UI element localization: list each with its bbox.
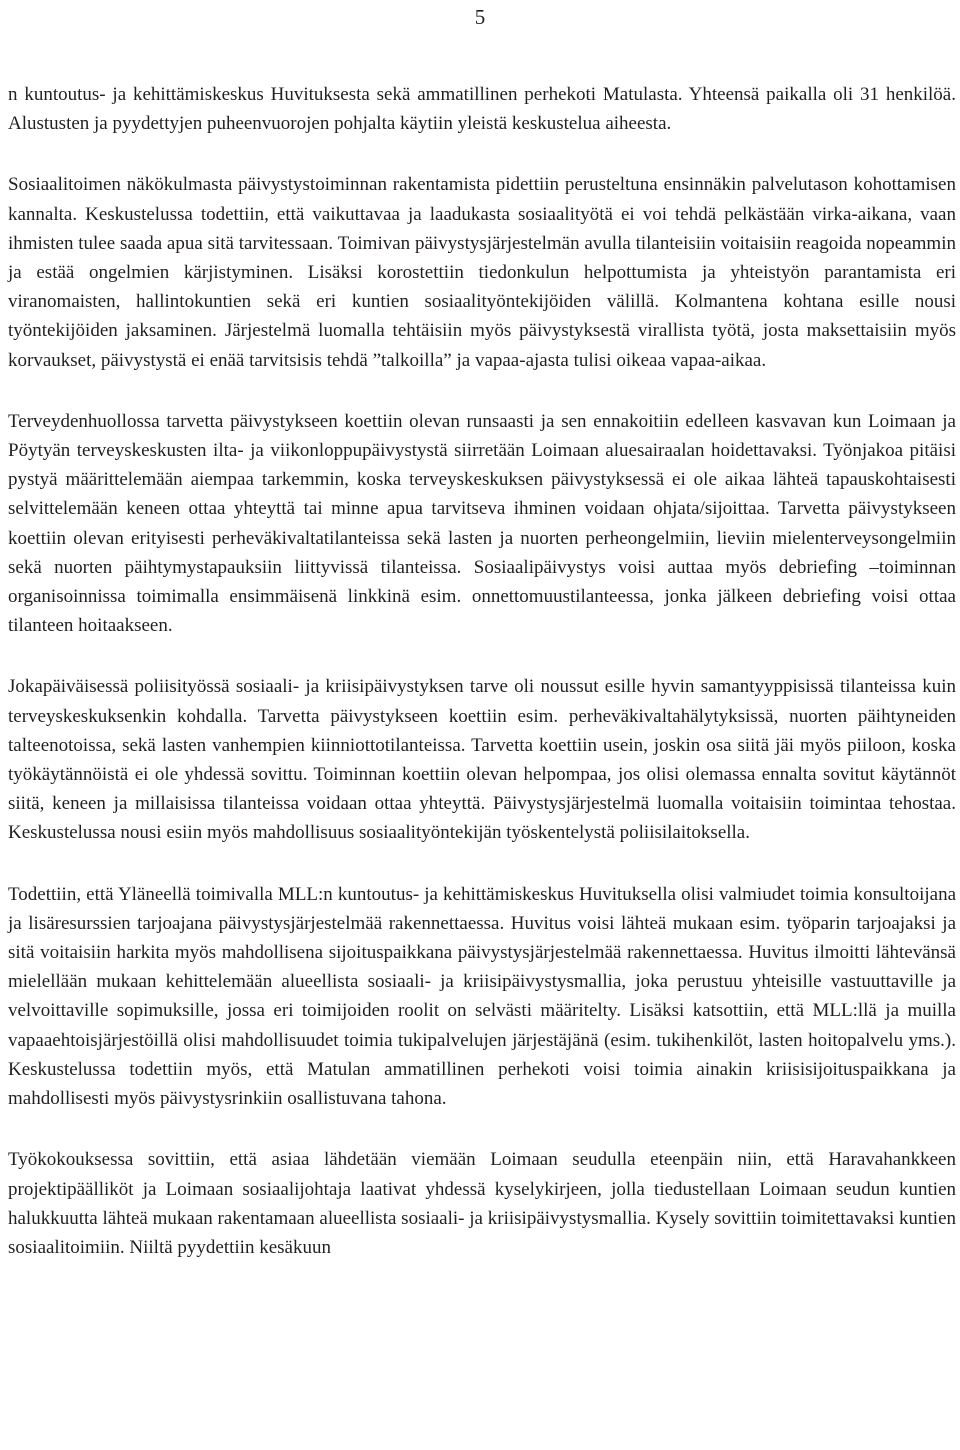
document-body — [8, 80, 956, 1294]
paragraph-2: Sosiaalitoimen näkökulmasta päivystystoiminnan rakentamista pidettiin perusteltuna ensinnäkin palvelutason kohottamisen kannalta. Keskustelussa todettiin, että vaikuttavaa ja laadukasta sosiaalityötä ei voi tehdä pelkästään virka-aikana, vaan ihmisten tulee saada apua sitä tarvitessaan. Toimivan päivystysjärjestelmän avulla tilanteisiin voitaisiin reagoida nopeammin ja estää ongelmien kärjistyminen. Lisäksi korostettiin tiedonkulun helpottumista ja yhteistyön parantamista eri viranomaisten, hallintokuntien sekä eri kuntien sosiaalityöntekijöiden välillä. Kolmantena kohtana esille nousi työntekijöiden jaksaminen. Järjestelmä luomalla tehtäisiin myös päivystyksestä virallista työtä, josta maksettaisiin myös korvaukset, päivystystä ei enää tarvitsisis tehdä ”talkoilla” ja vapaa-ajasta tulisi oikeaa vapaa-aikaa. — [8, 174, 956, 371]
paragraph-1: n kuntoutus- ja kehittämiskeskus Huvituksesta sekä ammatillinen perhekoti Matulasta. Yhteensä paikalla oli 31 henkilöä. Alustusten ja pyydettyjen puheenvuorojen pohjalta käytiin yleistä keskustelua aiheesta. — [8, 84, 956, 135]
paragraph-3: Terveydenhuollossa tarvetta päivystykseen koettiin olevan runsaasti ja sen ennakoitiin edelleen kasvavan kun Loimaan ja Pöytyän terveyskeskusten ilta- ja viikonloppupäivystystä siirretään Loimaan aluesairaalan hoidettavaksi. Työnjakoa pitäisi pystyä määrittelemään aiempaa tarkemmin, koska terveyskeskuksen päivystyksessä ei ole aikaa lähteä tapauskohtaisesti selvittelemään keneen ottaa yhteyttä tai minne apua tarvitseva ihminen voidaan ohjata/sijoittaa. Tarvetta päivystykseen koettiin olevan erityisesti perheväkivaltatilanteissa sekä lasten ja nuorten perheongelmiin, lieviin mielenterveysongelmiin sekä nuorten päihtymystapauksiin liittyvissä tilanteissa. Sosiaalipäivystys voisi auttaa myös debriefing –toiminnan organisoinnissa toimimalla ensimmäisenä linkkinä esim. onnettomuustilanteessa, jonka jälkeen debriefing voisi ottaa tilanteen hoitaakseen. — [8, 410, 956, 637]
paragraph-6: Työkokouksessa sovittiin, että asiaa lähdetään viemään Loimaan seudulla eteenpäin niin, että Haravahankkeen projektipäälliköt ja Loimaan sosiaalijohtaja laativat yhdessä kyselykirjeen, jolla tiedustellaan Loimaan seudun kuntien halukkuutta lähteä mukaan rakentamaan alueellista sosiaali- ja kriisipäivystysmallia. Kysely sovittiin toimitettavaksi kuntien sosiaalitoimiin. Niiltä pyydettiin kesäkuun — [8, 1149, 956, 1258]
page-number: 5 — [474, 5, 486, 29]
paragraph-5: Todettiin, että Yläneellä toimivalla MLL:n kuntoutus- ja kehittämiskeskus Huvituksella olisi valmiudet toimia konsultoijana ja lisäresurssien tarjoajana päivystysjärjestelmää rakennettaessa. Huvitus voisi lähteä mukaan esim. työparin tarjoajaksi ja sitä voitaisiin harkita myös mahdollisena sijoituspaikkana päivystysjärjestelmää rakennettaessa. Huvitus ilmoitti lähtevänsä mielellään mukaan kehittelemään alueellista sosiaali- ja kriisipäivystysmallia, joka perustuu yhteisille vastuuttaville ja velvoittaville sopimuksille, jossa eri toimijoiden roolit on selvästi määritelty. Lisäksi katsottiin, että MLL:llä ja muilla vapaaehtoisjärjestöillä olisi mahdollisuudet toimia tukipalvelujen järjestäjänä (esim. tukihenkilöt, lasten hoitopalvelu yms.). Keskustelussa todettiin myös, että Matulan ammatillinen perhekoti voisi toimia ainakin kriisisijoituspaikkana ja mahdollisesti myös päivystysrinkiin osallistuvana tahona. — [8, 883, 956, 1110]
paragraph-4: Jokapäiväisessä poliisityössä sosiaali- ja kriisipäivystyksen tarve oli noussut esille hyvin samantyyppisissä tilanteissa kuin terveyskeskuksenkin kohdalla. Tarvetta päivystykseen koettiin esim. perheväkivaltahälytyksissä, nuorten päihtyneiden talteenotoissa, sekä lasten vanhempien kiinniottotilanteissa. Tarvetta koettiin usein, joskin osa siitä jäi myös piiloon, koska työkäytännöistä ei ole yhdessä sovittu. Toiminnan koettiin olevan helpompaa, jos olisi olemassa ennalta sovitut käytännöt siitä, keneen ja millaisissa tilanteissa voidaan ottaa yhteyttä. Päivystysjärjestelmä luomalla voitaisiin toimintaa tehostaa. Keskustelussa nousi esiin myös mahdollisuus sosiaalityöntekijän työskentelystä poliisilaitoksella. — [8, 676, 956, 844]
